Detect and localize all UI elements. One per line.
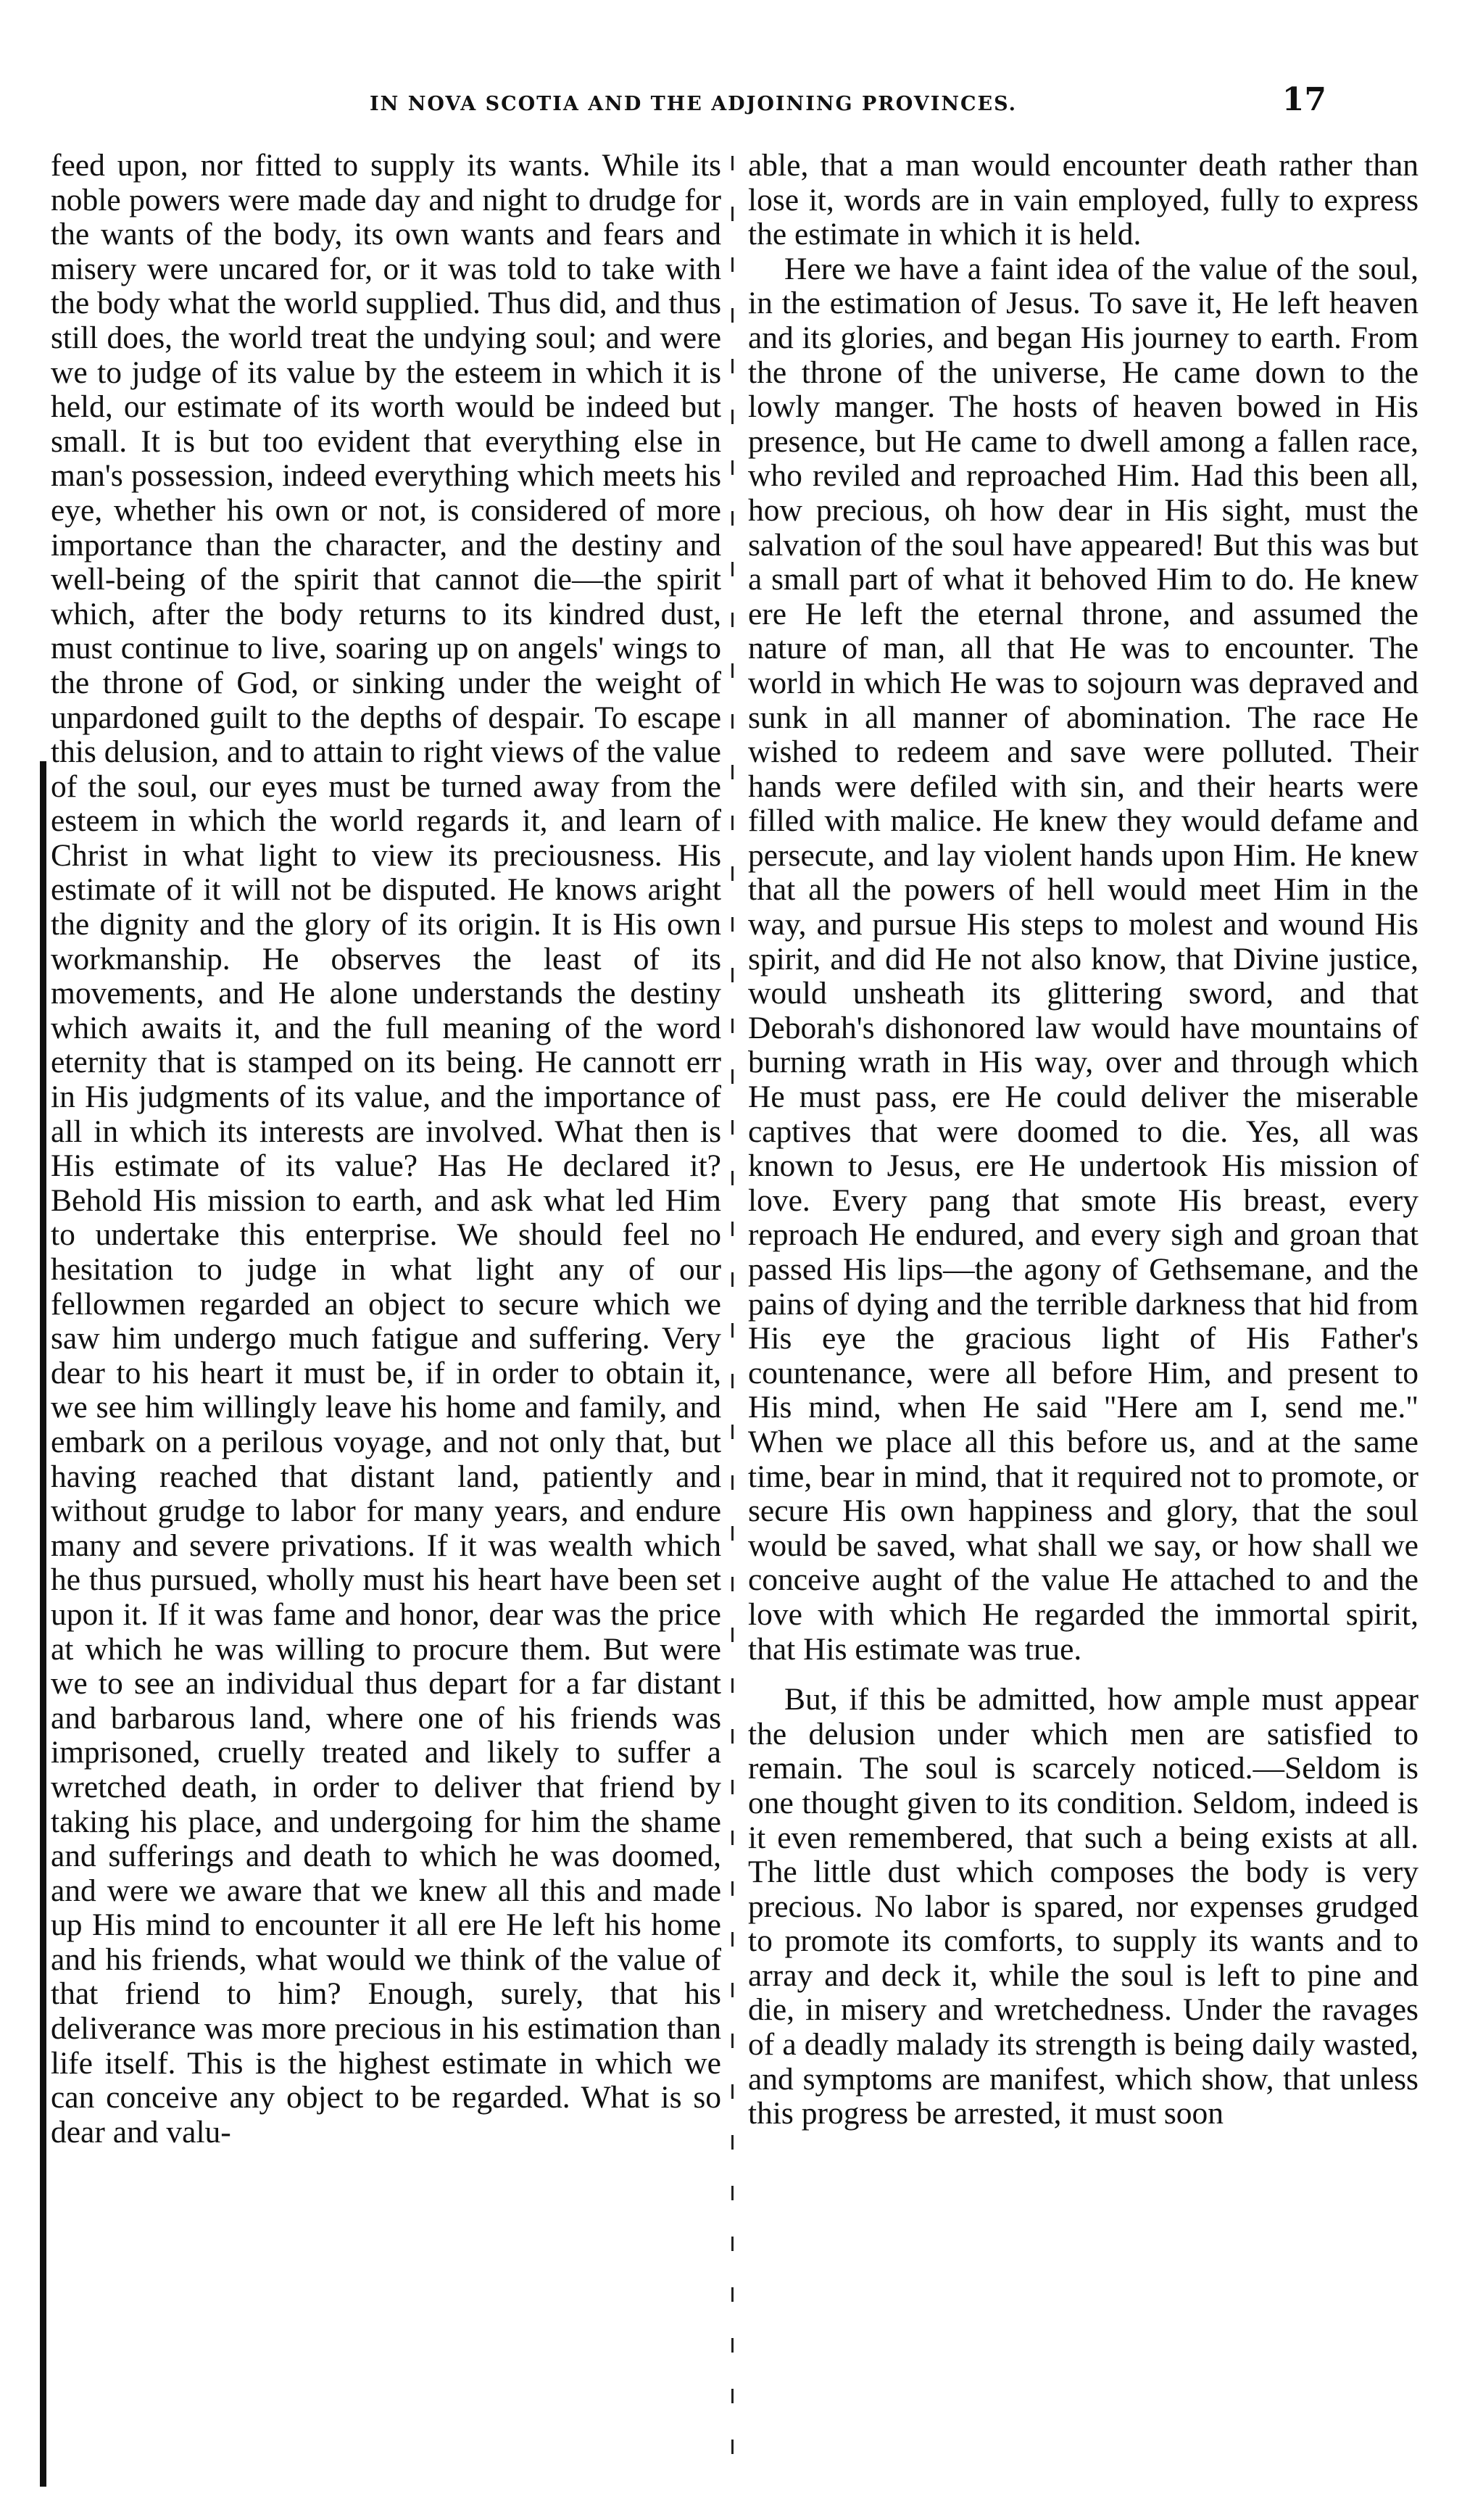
left-margin-rule: [40, 761, 46, 2487]
running-head: IN NOVA SCOTIA AND THE ADJOINING PROVINCES.: [370, 93, 1018, 115]
right-paragraph-1: able, that a man would encounter death rather than lose it, words are in vain employed, fully to express the estimate in which it is held.: [748, 148, 1419, 252]
right-column: [748, 149, 1419, 2131]
page-number: 17: [1282, 81, 1326, 118]
column-divider: [731, 156, 734, 2483]
left-paragraph-1: feed upon, nor fitted to supply its wants. While its noble powers were made day and night to drudge for the wants of the body, its own wants and fears and misery were uncared for, or it was told to take with the body what the world supplied. Thus did, and thus still does, the world treat the undying soul; and were we to judge of its value by the esteem in which it is held, our estimate of its worth would be indeed but small. It is but too evident that everything else in man's possession, indeed everything which meets his eye, whether his own or not, is considered of more importance than the character, and the destiny and well-being of the spirit that cannot die—the spirit which, after the body returns to its kindred dust, must continue to live, soaring up on angels' wings to the throne of God, or sinking under the weight of unpardoned guilt to the depths of despair. To escape this delusion, and to attain to right views of the value of the soul, our eyes must be turned away from the esteem in which the world regards it, and learn of Christ in what light to view its preciousness. His estimate of it will not be disputed. He knows aright the dignity and the glory of its origin. It is His own workmanship. He observes the least of its movements, and He alone understands the destiny which awaits it, and the full meaning of the word eternity that is stamped on its being. He cannott err in His judgments of its value, and the importance of all in which its interests are involved. What then is His estimate of its value? Has He declared it? Behold His mission to earth, and ask what led Him to undertake this enterprise. We should feel no hesitation to judge in what light any of our fellowmen regarded an object to secure which we saw him undergo much fatigue and suffering. Very dear to his heart it must be, if in order to obtain it, we see him willingly leave his home and family, and embark on a perilous voyage, and not only that, but having reached that distant land, patiently and without grudge to labor for many years, and endure many and severe privations. If it was wealth which he thus pursued, wholly must his heart have been set upon it. If it was fame and honor, dear was the price at which he was willing to procure them. But were we to see an individual thus depart for a far distant and barbarous land, where one of his friends was imprisoned, cruelly treated and likely to suffer a wretched death, in order to deliver that friend by taking his place, and undergoing for him the shame and sufferings and death to which he was doomed, and were we aware that we knew all this and made up His mind to encounter it all ere He left his home and his friends, what would we think of the value of that friend to him? Enough, surely, that his deliverance was more precious in his estimation than life itself. This is the highest estimate in which we can conceive any object to be regarded. What is so dear and valu-: [51, 148, 721, 2150]
page-header: [145, 80, 1326, 123]
right-paragraph-2: Here we have a faint idea of the value of the soul, in the estimation of Jesus. To save it, He left heaven and its glories, and began His journey to earth. From the throne of the universe, He came down to the lowly manger. The hosts of heaven bowed in His presence, but He came to dwell among a fallen race, who reviled and reproached Him. Had this been all, how precious, oh how dear in His sight, must the salvation of the soul have appeared! But this was but a small part of what it behoved Him to do. He knew ere He left the eternal throne, and assumed the nature of man, all that He was to encounter. The world in which He was to sojourn was depraved and sunk in all manner of abomination. The race He wished to redeem and save were polluted. Their hands were defiled with sin, and their hearts were filled with malice. He knew they would defame and persecute, and lay violent hands upon Him. He knew that all the powers of hell would meet Him in the way, and pursue His steps to molest and wound His spirit, and did He not also know, that Divine justice, would unsheath its glittering sword, and that Deborah's dishonored law would have mountains of burning wrath in His way, over and through which He must pass, ere He could deliver the miserable captives that were doomed to die. Yes, all was known to Jesus, ere He undertook His mission of love. Every pang that smote His breast, every reproach He endured, and every sigh and groan that passed His lips—the agony of Gethsemane, and the pains of dying and the terrible darkness that hid from His eye the gracious light of His Father's countenance, were all before Him, and present to His mind, when He said "Here am I, send me." When we place all this before us, and at the same time, bear in mind, that it required not to promote, or secure His own happiness and glory, that the soul would be saved, what shall we say, or how shall we conceive aught of the value He attached to and the love with which He regarded the immortal spirit, that His estimate was true.: [748, 251, 1419, 1667]
left-column: [51, 149, 721, 2150]
right-paragraph-3: But, if this be admitted, how ample must appear the delusion under which men are satisfied to remain. The soul is scarcely noticed.—Seldom is one thought given to its condition. Seldom, indeed is it even remembered, that such a being exists at all. The little dust which composes the body is very precious. No labor is spared, nor expenses grudged to promote its comforts, to supply its wants and to array and deck it, while the soul is left to pine and die, in misery and wretchedness. Under the ravages of a deadly malady its strength is being daily wasted, and symptoms are manifest, which show, that unless this progress be arrested, it must soon: [748, 1682, 1419, 2131]
